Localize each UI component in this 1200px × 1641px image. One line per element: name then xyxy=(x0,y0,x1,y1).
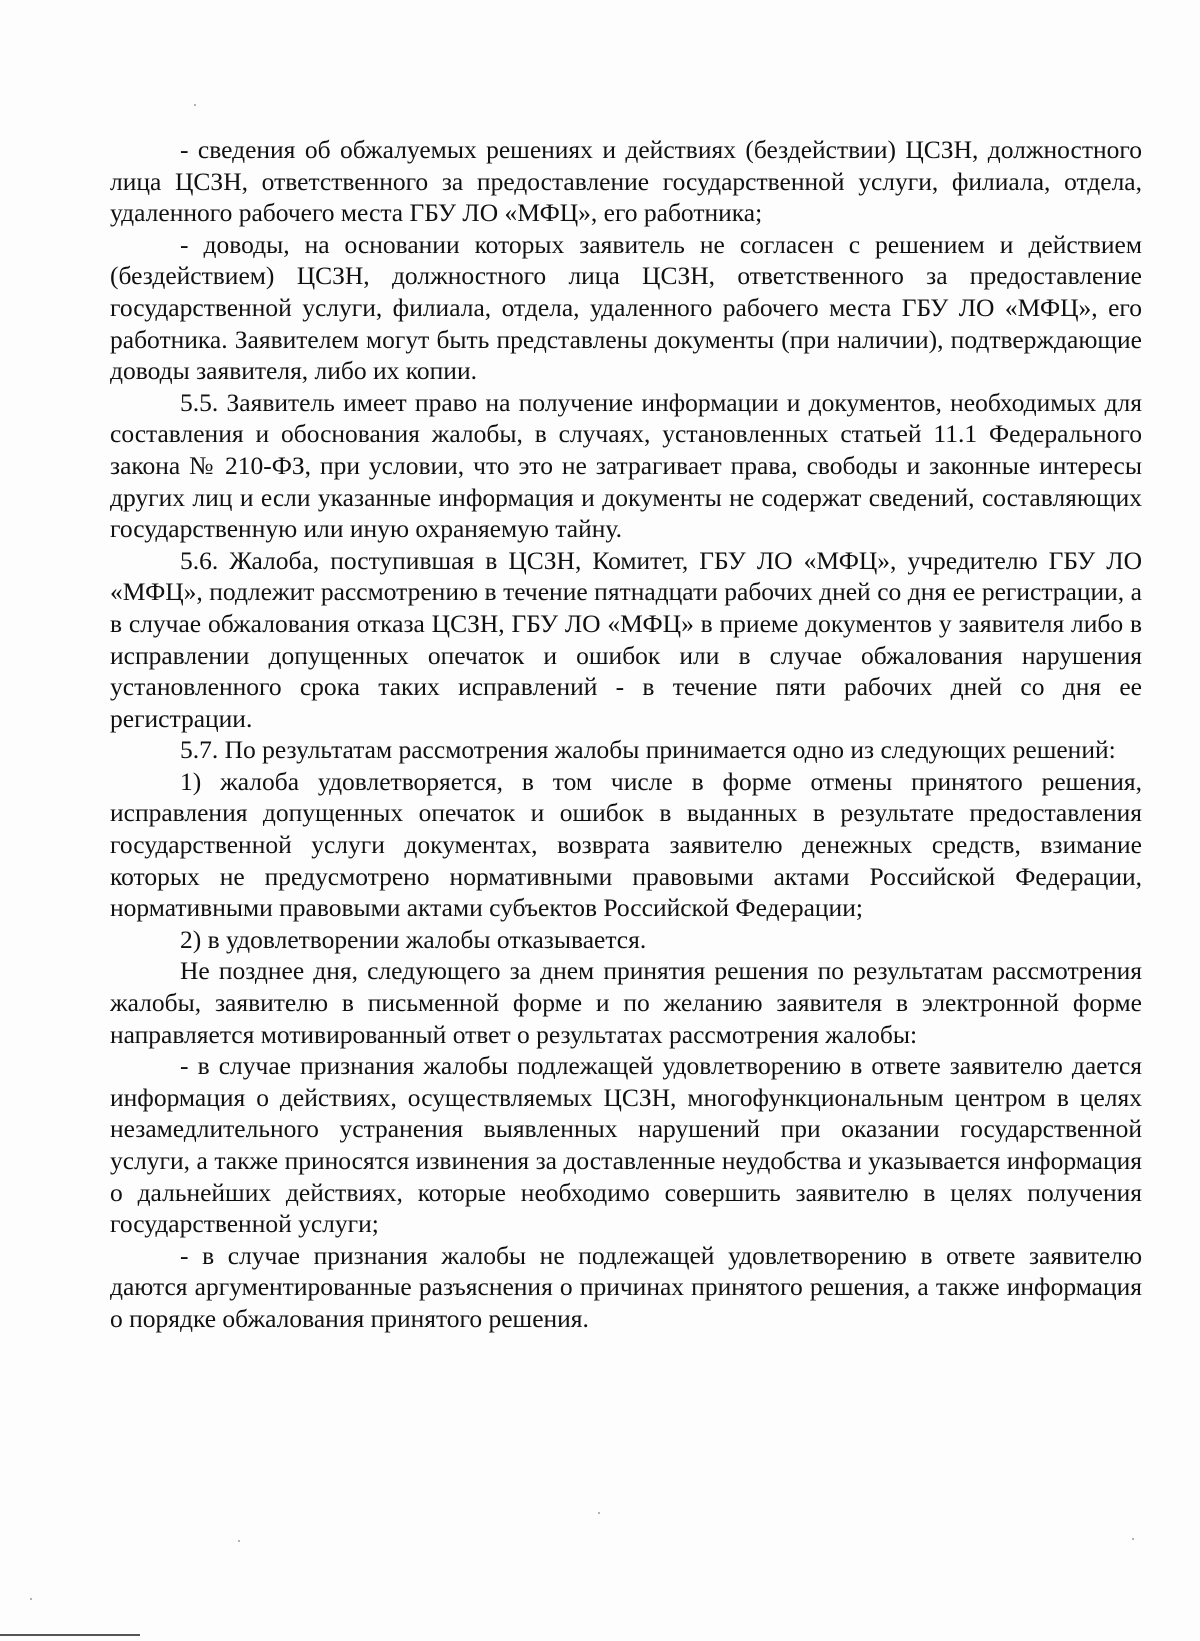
paragraph-5-7: 5.7. По результатам рассмотрения жалобы принимается одно из следующих решений: xyxy=(180,735,1116,765)
paragraph-complaint-arguments: - доводы, на основании которых заявитель не согласен с решением и действием (бездействием) ЦСЗН, должностного лица ЦСЗН, ответственного за предоставление государственной услуги, филиала, отдела, удаленного рабочего места ГБУ ЛО «МФЦ», его работника. Заявителем могут быть представлены документы (при наличии), подтверждающие доводы заявителя, либо их копии. xyxy=(110,229,1142,386)
scan-speck xyxy=(194,104,196,106)
paragraph-decision-2: 2) в удовлетворении жалобы отказывается. xyxy=(180,924,647,954)
paragraph-response-deadline: Не позднее дня, следующего за днем принятия решения по результатам рассмотрения жалобы, заявителю в письменной форме и по желанию заявителя в электронной форме направляется мотивированный ответ о результатах рассмотрения жалобы: xyxy=(110,956,1142,1049)
paragraph-5-5: 5.5. Заявитель имеет право на получение информации и документов, необходимых для составления и обоснования жалобы, в случаях, установленных статьей 11.1 Федерального закона № 210-ФЗ, при условии, что это не затрагивает права, свободы и законные интересы других лиц и если указанные информация и документы не содержат сведений, составляющих государственную или иную охраняемую тайну. xyxy=(110,387,1142,544)
scan-speck xyxy=(238,1540,240,1542)
paragraph-response-satisfied: - в случае признания жалобы подлежащей удовлетворению в ответе заявителю дается информация о действиях, осуществляемых ЦСЗН, многофункциональным центром в целях незамедлительного устранения выявленных нарушений при оказании государственной услуги, а также приносятся извинения за доставленные неудобства и указывается информация о дальнейших действиях, которые необходимо совершить заявителю в целях получения государственной услуги; xyxy=(110,1051,1142,1239)
paragraph-complaint-info: - сведения об обжалуемых решениях и действиях (бездействии) ЦСЗН, должностного лица ЦСЗН, ответственного за предоставление государственной услуги, филиала, отдела, удаленного рабочего места ГБУ ЛО «МФЦ», его работника; xyxy=(110,135,1142,228)
scan-speck xyxy=(1132,1538,1134,1540)
paragraph-5-6: 5.6. Жалоба, поступившая в ЦСЗН, Комитет, ГБУ ЛО «МФЦ», учредителю ГБУ ЛО «МФЦ», подлежит рассмотрению в течение пятнадцати рабочих дней со дня ее регистрации, а в случае обжалования отказа ЦСЗН, ГБУ ЛО «МФЦ» в приеме документов у заявителя либо в исправлении допущенных опечаток и ошибок или в случае обжалования нарушения установленного срока таких исправлений - в течение пяти рабочих дней со дня ее регистрации. xyxy=(110,545,1142,733)
scan-edge-line xyxy=(0,1634,140,1636)
scan-speck xyxy=(30,1598,32,1600)
paragraph-decision-1: 1) жалоба удовлетворяется, в том числе в форме отмены принятого решения, исправления допущенных опечаток и ошибок в выданных в результате предоставления государственной услуги документах, возврата заявителю денежных средств, взимание которых не предусмотрено нормативными правовыми актами Российской Федерации, нормативными правовыми актами субъектов Российской Федерации; xyxy=(110,766,1142,923)
scan-speck xyxy=(598,1512,600,1514)
document-body xyxy=(110,134,1142,1335)
paragraph-response-rejected: - в случае признания жалобы не подлежащей удовлетворению в ответе заявителю даются аргументированные разъяснения о причинах принятого решения, а также информация о порядке обжалования принятого решения. xyxy=(110,1240,1142,1333)
